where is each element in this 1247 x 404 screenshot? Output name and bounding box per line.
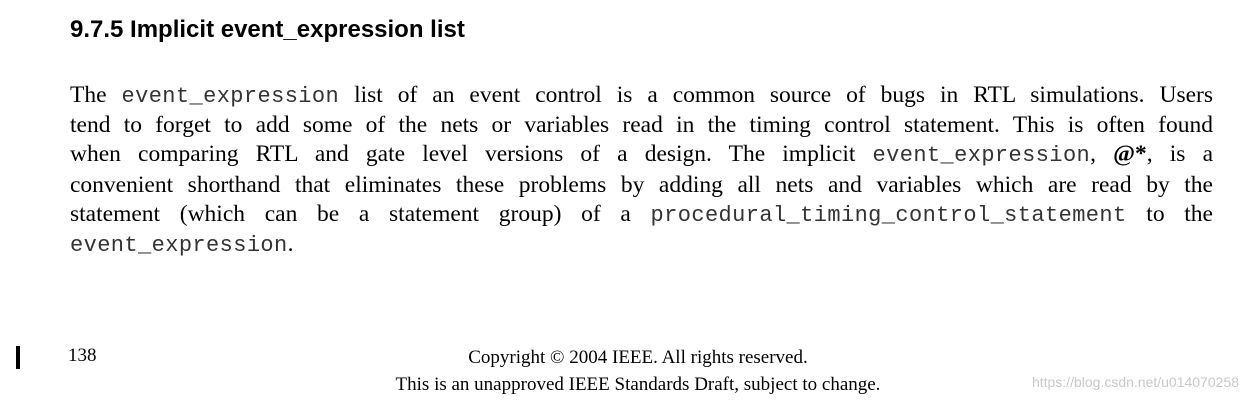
watermark: https://blog.csdn.net/u014070258 (1031, 374, 1239, 390)
paragraph-line (70, 230, 1213, 260)
text-run: statement (which can be a statement group) of a (70, 200, 651, 227)
text-run: , (1090, 141, 1114, 168)
text-run: . (287, 231, 294, 258)
text-run: The (70, 82, 122, 108)
code-term: event_expression (121, 84, 340, 109)
section-heading: 9.7.5 Implicit event_expression list (70, 16, 465, 43)
paragraph-line (70, 140, 1213, 170)
code-term: procedural_timing_control_statement (650, 202, 1127, 228)
draft-notice: This is an unapproved IEEE Standards Draft, subject to change. (395, 374, 881, 395)
paragraph-line (70, 81, 1213, 111)
text-run: list of an event control is a common source of bugs in RTL simulations. Users (339, 82, 1213, 108)
text-run: tend to forget to add some of the nets or variables read in the timing control statement. This is often found (70, 112, 1213, 139)
code-term: event_expression (872, 143, 1091, 169)
bold-term: @* (1113, 141, 1147, 168)
text-run: , is a (1146, 141, 1213, 168)
paragraph-line (70, 171, 1213, 200)
paragraph-line (70, 200, 1213, 230)
text-run: when comparing RTL and gate level versions of a design. The implicit (70, 141, 873, 168)
paragraph-line (70, 111, 1213, 140)
copyright-line: Copyright © 2004 IEEE. All rights reserved. (468, 347, 808, 368)
page-number: 138 (68, 345, 97, 366)
change-bar (16, 346, 20, 369)
code-term: event_expression (70, 233, 288, 259)
text-run: convenient shorthand that eliminates these problems by adding all nets and variables which are read by the (70, 171, 1213, 198)
page-footer (288, 344, 988, 398)
body-paragraph (70, 81, 1213, 260)
text-run: to the (1126, 200, 1213, 227)
